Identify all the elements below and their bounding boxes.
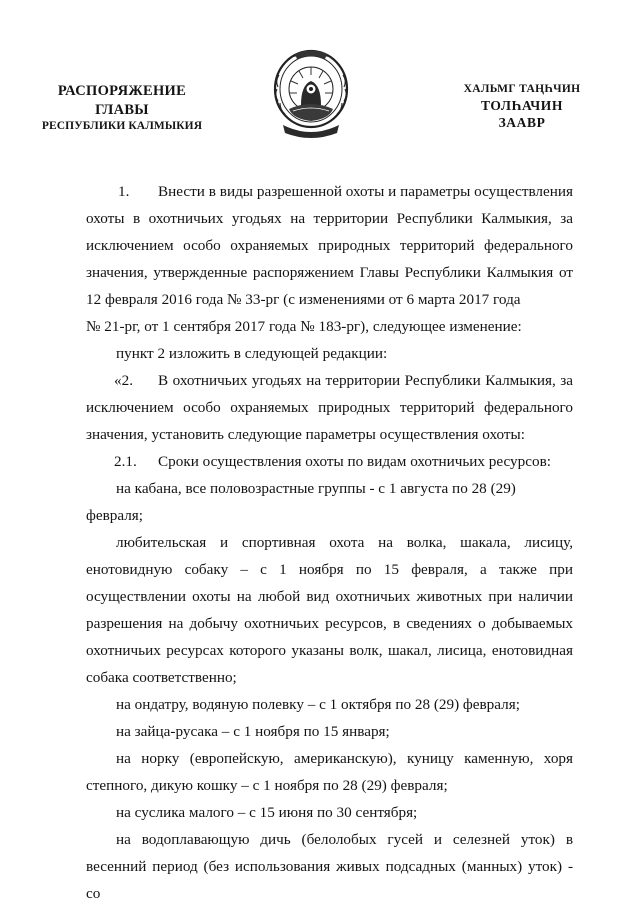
paragraph-10: на суслика малого – с 15 июня по 30 сентября; [116,804,418,821]
paragraph-6-line-1: любительская и спортивная охота на волка, шакала, лисицу, [116,534,573,551]
paragraph-1-line-6: № 21-рг, от 1 сентября 2017 года № 183-рг), следующее изменение: [86,318,522,335]
paragraph-1-line-3: исключением особо охраняемых природных территорий федерального [86,237,573,254]
paragraph-5: на кабана, все половозрастные группы - с 1 августа по 28 (29) февраля; [86,480,516,524]
header-left-title: РАСПОРЯЖЕНИЕ [57,83,187,99]
header-left-block [34,82,210,134]
paragraph-4-number: 2.1. [114,453,137,470]
paragraph-3-number: «2. [114,372,133,389]
paragraph-1-line-1: 1. Внести в виды разрешенной охоты и параметры осуществления [86,178,573,205]
document-body [86,178,573,907]
kalmykia-coat-of-arms-icon [269,45,353,143]
paragraph-3-line-3: значения, установить следующие параметры осуществления охоты: [86,426,525,443]
header-right-line2: ТОЛҺАЧИН [480,97,564,113]
paragraph-6-line-2: енотовидную собаку – с 1 ноября по 15 февраля, а также при [86,561,573,578]
paragraph-9-line-1: на норку (европейскую, американскую), куницу каменную, хоря [116,750,573,767]
paragraph-11-line-1: на водоплавающую дичь (белолобых гусей и селезней уток) в [116,831,573,848]
paragraph-1-line-5: 12 февраля 2016 года № 33-рг (с изменениями от 6 марта 2017 года [86,291,521,308]
paragraph-1-line-4: значения, утвержденные распоряжением Главы Республики Калмыкия от [86,264,573,281]
paragraph-8: на зайца-русака – с 1 ноября по 15 января; [116,723,390,740]
paragraph-4: 2.1. Сроки осуществления охоты по видам охотничьих ресурсов: [86,448,573,475]
paragraph-3-line-1: «2. В охотничьих угодьях на территории Республики Калмыкия, за [86,367,573,394]
paragraph-6-line-3: осуществлении охоты на любой вид охотничьих животных при наличии [86,588,573,605]
header-right-block [432,82,612,131]
paragraph-7: на ондатру, водяную полевку – с 1 октября по 28 (29) февраля; [116,696,520,713]
paragraph-11-line-2: весенний период (без использования живых подсадных (манных) уток) - со [86,858,573,902]
paragraph-6-line-5: охотничьих ресурсах которого указаны волк, шакал, лисица, енотовидная [86,642,573,659]
header-left-republic: РЕСПУБЛИКИ КАЛМЫКИЯ [41,120,203,133]
header-left-subtitle: ГЛАВЫ [95,101,149,118]
paragraph-2: пункт 2 изложить в следующей редакции: [116,345,388,362]
paragraph-1-line-2: охоты в охотничьих угодьях на территории Республики Калмыкия, за [86,210,573,227]
paragraph-9-line-2: степного, дикую кошку – с 1 ноября по 28 (29) февраля; [86,777,448,794]
paragraph-6-line-6: собака соответственно; [86,669,237,686]
header-right-line3: ЗААВР [498,114,546,130]
header-right-line1: ХАЛЬМГ ТАҢҺЧИН [463,83,581,95]
paragraph-3-line-2: исключением особо охраняемых природных территорий федерального [86,399,573,416]
paragraph-1-number: 1. [118,183,130,200]
paragraph-6-line-4: разрешения на добычу охотничьих ресурсов, в сведениях о добываемых [86,615,573,632]
